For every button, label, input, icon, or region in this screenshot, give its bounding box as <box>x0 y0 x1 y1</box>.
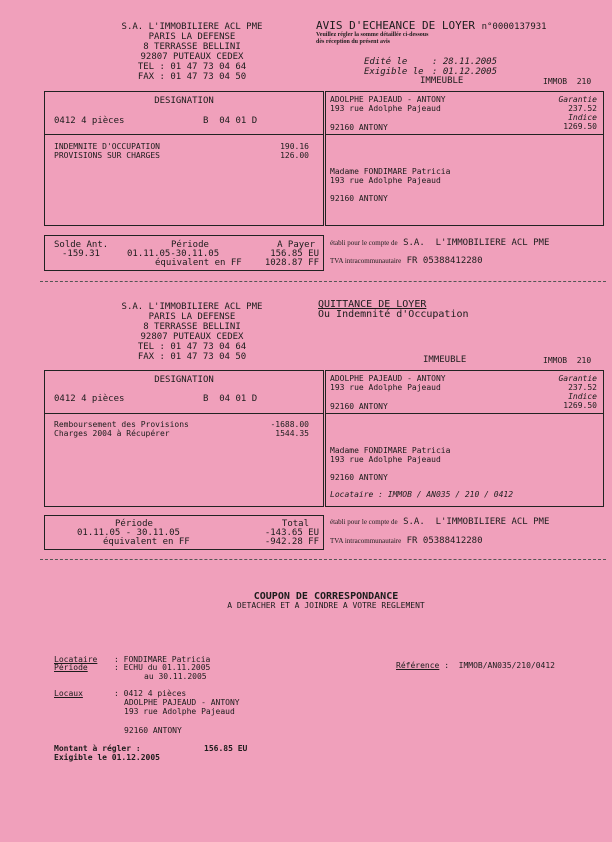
exigible-value: : 01.12.2005 <box>432 67 498 77</box>
charge-label: Remboursement des Provisions <box>54 420 189 429</box>
coupon-periode <box>54 663 210 672</box>
coupon-periode-end: au 30.11.2005 <box>144 672 207 681</box>
reference-value: : IMMOB/AN035/210/0412 <box>444 661 555 670</box>
apayer-value: 156.85 EU <box>270 249 319 259</box>
equiv-label: équivalent en FF <box>103 537 190 547</box>
total-ff: -942.28 FF <box>264 537 319 547</box>
instruction-line: Veuillez régler la somme détaillée ci-dessous <box>316 32 429 38</box>
locaux-line: ADOLPHE PAJEAUD - ANTONY <box>124 698 240 707</box>
lot-ref: B 04 01 D <box>203 394 258 404</box>
total-value: -143.65 EU <box>264 528 319 538</box>
garantie-label: Garantie <box>558 95 597 104</box>
locataire-label: Locataire <box>54 655 98 664</box>
designation-divider <box>45 413 323 414</box>
company-line: 8 TERRASSE BELLINI <box>143 322 241 332</box>
company-line: 92807 PUTEAUX CEDEX <box>140 332 244 342</box>
tear-line <box>40 281 606 282</box>
company-tel: TEL : 01 47 73 04 64 <box>137 342 247 352</box>
tva-value: FR 05388412280 <box>406 256 483 266</box>
charge-amount: 190.16 <box>280 142 309 151</box>
tva-label: TVA intracommunautaire <box>330 537 402 545</box>
locaux-address <box>124 698 240 735</box>
charge-label: INDEMNITE D'OCCUPATION <box>54 142 160 151</box>
tenant-divider <box>326 413 603 414</box>
indice-value: 1269.50 <box>563 401 597 410</box>
periode-label: Période <box>54 663 88 672</box>
reference-label: Référence <box>396 661 440 670</box>
charge-line <box>54 429 309 438</box>
etabli-line <box>330 238 549 248</box>
tva-value: FR 05388412280 <box>406 536 483 546</box>
charge-line <box>54 151 309 160</box>
exigible-label: Exigible le <box>364 67 424 77</box>
solde-label: Solde Ant. <box>54 240 109 250</box>
recipient-street: 193 rue Adolphe Pajeaud <box>330 455 441 464</box>
locaux-value: : 0412 4 pièces <box>114 689 187 698</box>
garantie-value: 237.52 <box>568 104 597 113</box>
tenant-divider <box>326 134 603 135</box>
coupon-title: COUPON DE CORRESPONDANCE <box>253 591 399 602</box>
locataire-value: : FONDIMARE Patricia <box>114 655 211 664</box>
avis-number: n°0000137931 <box>481 22 547 32</box>
charge-amount: 126.00 <box>280 151 309 160</box>
locaux-line: 92160 ANTONY <box>124 726 182 735</box>
indice-label: Indice <box>568 392 597 401</box>
locaux-line: 193 rue Adolphe Pajeaud <box>124 707 235 716</box>
tenant-street: 193 rue Adolphe Pajeaud <box>330 383 441 392</box>
tenant-name: ADOLPHE PAJEAUD - ANTONY <box>330 95 446 104</box>
avis-title <box>316 19 547 32</box>
apayer-label: A Payer <box>277 240 315 250</box>
recipient-city: 92160 ANTONY <box>330 473 388 482</box>
designation-box <box>44 370 324 507</box>
coupon-reference <box>396 661 555 670</box>
lot-ref: B 04 01 D <box>203 116 258 126</box>
company-line: PARIS LA DEFENSE <box>148 312 236 322</box>
etabli-company: S.A. L'IMMOBILIERE ACL PME <box>403 517 550 527</box>
indice-value: 1269.50 <box>563 122 597 131</box>
locataire-reference: Locataire : IMMOB / AN035 / 210 / 0412 <box>330 490 514 499</box>
recipient-name: Madame FONDIMARE Patricia <box>330 167 451 176</box>
company-header-top <box>92 22 292 82</box>
montant-value: 156.85 EU <box>204 744 248 753</box>
indice-label: Indice <box>568 113 597 122</box>
tenant-city: 92160 ANTONY <box>330 402 388 411</box>
edite-value: : 28.11.2005 <box>432 57 498 67</box>
tenant-street: 193 rue Adolphe Pajeaud <box>330 104 441 113</box>
etabli-line <box>330 517 549 527</box>
garantie-label: Garantie <box>558 374 597 383</box>
company-fax: FAX : 01 47 73 04 50 <box>137 72 247 82</box>
exigible-line: Exigible le 01.12.2005 <box>54 753 160 762</box>
charge-line <box>54 420 309 429</box>
coupon-locaux <box>54 689 186 698</box>
lot-label: 0412 4 pièces <box>54 394 125 404</box>
company-name: S.A. L'IMMOBILIERE ACL PME <box>121 22 263 32</box>
tenant-name: ADOLPHE PAJEAUD - ANTONY <box>330 374 446 383</box>
immeuble-code: IMMOB 210 <box>543 356 592 365</box>
periode-value: 01.11.05 - 30.11.05 <box>77 528 180 538</box>
periode-label: Période <box>171 240 209 250</box>
designation-divider <box>45 134 323 135</box>
totals-box <box>44 515 324 550</box>
etabli-label: établi pour le compte de <box>330 518 398 526</box>
tenant-box <box>325 91 604 226</box>
immeuble-label: IMMEUBLE <box>420 76 464 86</box>
edite-label: Edité le <box>364 57 408 67</box>
quittance-title-line1: QUITTANCE DE LOYER <box>318 299 427 310</box>
designation-header: DESIGNATION <box>154 375 214 385</box>
designation-box <box>44 91 324 226</box>
quittance-title-line2: Ou Indemnité d'Occupation <box>318 309 469 320</box>
tear-line <box>40 559 606 560</box>
charge-amount: 1544.35 <box>275 429 309 438</box>
apayer-ff: 1028.87 FF <box>264 258 319 268</box>
totals-box <box>44 235 324 271</box>
company-tel: TEL : 01 47 73 04 64 <box>137 62 247 72</box>
company-line: PARIS LA DEFENSE <box>148 32 236 42</box>
company-line: 92807 PUTEAUX CEDEX <box>140 52 244 62</box>
company-name: S.A. L'IMMOBILIERE ACL PME <box>121 302 263 312</box>
total-label: Total <box>281 519 309 529</box>
charge-line <box>54 142 309 151</box>
quittance-title <box>318 300 469 320</box>
tva-line <box>330 256 483 266</box>
company-fax: FAX : 01 47 73 04 50 <box>137 352 247 362</box>
tenant-box <box>325 370 604 507</box>
recipient-city: 92160 ANTONY <box>330 194 388 203</box>
locaux-label: Locaux <box>54 689 83 698</box>
periode-value: : ECHU du 01.11.2005 <box>114 663 211 672</box>
company-line: 8 TERRASSE BELLINI <box>143 42 241 52</box>
tva-line <box>330 536 483 546</box>
solde-value: -159.31 <box>62 249 100 259</box>
designation-header: DESIGNATION <box>154 96 214 106</box>
charge-label: PROVISIONS SUR CHARGES <box>54 151 160 160</box>
periode-value: 01.11.05-30.11.05 <box>127 249 220 259</box>
avis-instructions <box>316 32 428 46</box>
montant-label: Montant à régler : <box>54 744 141 753</box>
garantie-value: 237.52 <box>568 383 597 392</box>
instruction-line: dès réception du présent avis <box>316 39 390 45</box>
immeuble-label: IMMEUBLE <box>423 355 467 365</box>
company-header-mid <box>92 302 292 362</box>
etabli-company: S.A. L'IMMOBILIERE ACL PME <box>403 238 550 248</box>
recipient-street: 193 rue Adolphe Pajeaud <box>330 176 441 185</box>
equiv-label: équivalent en FF <box>155 258 242 268</box>
recipient-name: Madame FONDIMARE Patricia <box>330 446 451 455</box>
tenant-city: 92160 ANTONY <box>330 123 388 132</box>
periode-label: Période <box>115 519 153 529</box>
immeuble-code: IMMOB 210 <box>543 77 592 86</box>
etabli-label: établi pour le compte de <box>330 239 398 247</box>
avis-title-text: AVIS D'ECHEANCE DE LOYER <box>316 19 475 32</box>
avis-dates <box>364 57 497 77</box>
montant-line <box>54 744 247 753</box>
tva-label: TVA intracommunautaire <box>330 257 402 265</box>
coupon-subtitle: A DETACHER ET A JOINDRE A VOTRE REGLEMENT <box>227 601 425 610</box>
charge-label: Charges 2004 à Récupérer <box>54 429 170 438</box>
charge-amount: -1688.00 <box>270 420 309 429</box>
lot-label: 0412 4 pièces <box>54 116 125 126</box>
